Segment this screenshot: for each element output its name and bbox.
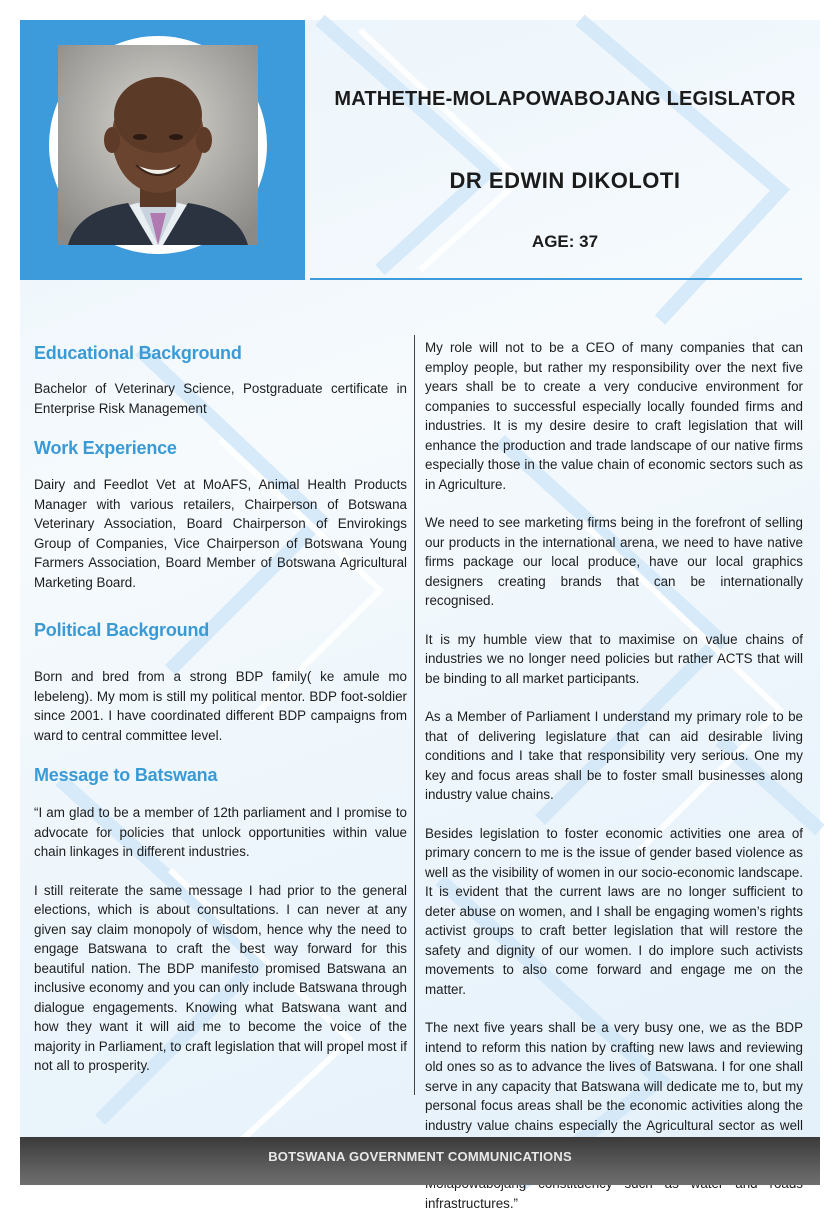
header-divider — [310, 278, 802, 280]
work-text: Dairy and Feedlot Vet at MoAFS, Animal Health Products Manager with various retailers, Chairperson of Botswana Veterinary Association, Board Chairperson of Envirokings Group of Companies, Vice Chairperson of Botswana Young Farmers Association, Board Member of Botswana Agricultural Marketing Board. — [34, 477, 407, 590]
profile-sheet — [20, 20, 820, 1211]
column-divider — [414, 335, 415, 1095]
page-title: MATHETHE-MOLAPOWABOJANG LEGISLATOR — [334, 88, 796, 110]
footer-bar — [20, 1137, 820, 1185]
right-column — [425, 338, 803, 1213]
legislator-name: DR EDWIN DIKOLOTI — [449, 168, 681, 193]
footer-text: BOTSWANA GOVERNMENT COMMUNICATIONS — [268, 1149, 572, 1164]
political-text: Born and bred from a strong BDP family( ke amule mo lebeleng). My mom is still my political mentor. BDP foot-soldier since 2001. I have coordinated different BDP campaigns from ward to central committee level. — [34, 669, 407, 743]
message-paragraph-1: “I am glad to be a member of 12th parliament and I promise to advocate for policies that unlock opportunities within value chain linkages in different industries. — [34, 805, 407, 859]
political-heading: Political Background — [34, 620, 210, 640]
right-paragraph-3: It is my humble view that to maximise on value chains of industries we no longer need policies but rather ACTS that will be binding to all market participants. — [425, 631, 803, 686]
education-heading: Educational Background — [34, 343, 242, 363]
work-heading: Work Experience — [34, 438, 177, 458]
portrait-photo — [58, 45, 258, 245]
right-paragraph-4: As a Member of Parliament I understand my primary role to be that of delivering legislature that can aid desirable living conditions and I take that responsibility very serious. One my key and focus areas shall be to foster small businesses along industry value chains. — [425, 709, 803, 802]
right-paragraph-6: The next five years shall be a very busy one, we as the BDP intend to reform this nation by crafting new laws and reviewing old ones so as to advance the lives of Batswana. I for one shall serve in any capacity that Batswana will dedicate me to, but my personal focus areas shall be the economic activities along the industry value chains especially the Agricultural sector as well infrastructures.” — [425, 1020, 803, 1211]
right-paragraph-1: My role will not to be a CEO of many companies that can employ people, but rather my responsibility over the next five years shall be to create a very conducive environment for companies to successful especially locally founded firms and industries. It is my desire desire to craft legislation that will enhance the production and trade landscape of our native firms especially those in the value chain of economic sectors such as in Agriculture. — [425, 340, 803, 492]
right-paragraph-5: Besides legislation to foster economic activities one area of primary concern to me is the issue of gender based violence as well as the visibility of women in our socio-economic landscape. It is evident that the current laws are no longer sufficient to deter abuse on women, and I shall be engaging women’s rights activist groups to craft better legislation that will restore the safety and dignity of our women. I do implore such activists movements to also come forward and engage me on the matter. — [425, 825, 803, 997]
message-paragraph-2: I still reiterate the same message I had prior to the general elections, which is about consultations. I can never at any given say claim monopoly of wisdom, hence why the need to engage Batswana to craft the best way forward for this beautiful nation. The BDP manifesto promised Batswana an inclusive economy and you can only include Batswana through dialogue engagements. Knowing what Batswana want and how they want it will aid me to become the voice of the majority in Parliament, to craft legislation that will propel most if not all to prosperity. — [34, 882, 407, 1073]
left-column — [34, 338, 407, 1076]
education-text: Bachelor of Veterinary Science, Postgraduate certificate in Enterprise Risk Management — [34, 381, 407, 416]
photo-frame — [49, 36, 267, 254]
right-paragraph-2: We need to see marketing firms being in the forefront of selling our products in the international arena, we need to have native firms package our local produce, have our local graphics designers creating brands that can be internationally recognised. — [425, 515, 803, 608]
legislator-age: AGE: 37 — [531, 232, 599, 251]
message-heading: Message to Batswana — [34, 765, 218, 785]
photo-panel — [20, 20, 305, 280]
